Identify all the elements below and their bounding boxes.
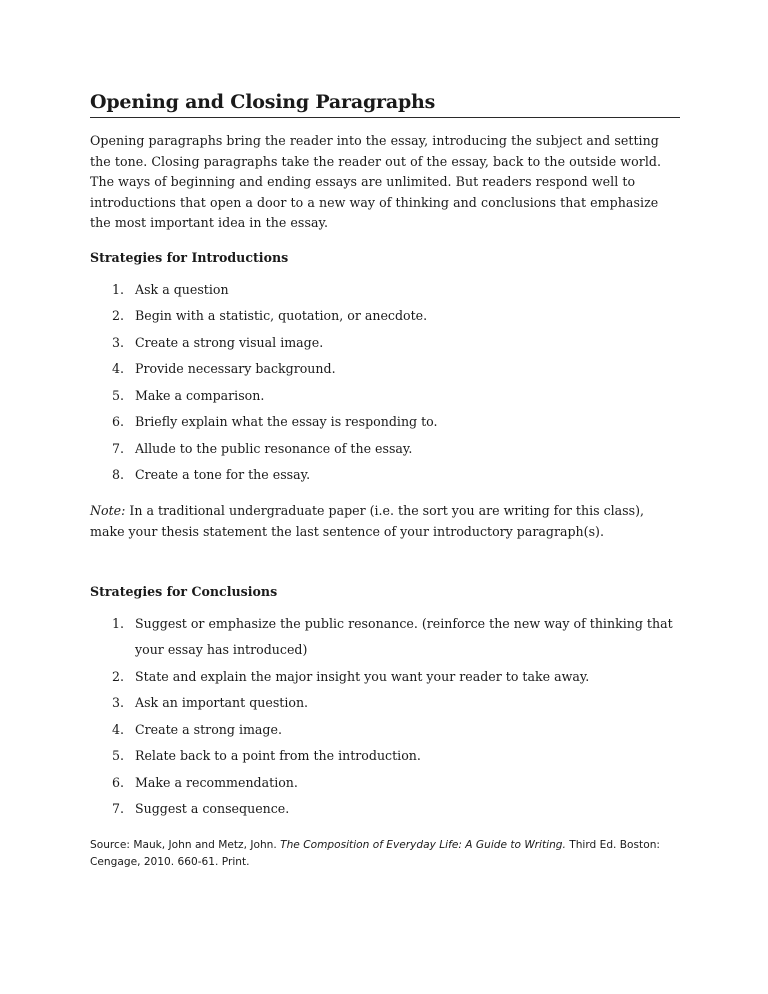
list-number: 6.: [112, 774, 125, 790]
list-item-text: State and explain the major insight you want your reader to take away.: [135, 668, 590, 684]
list-item: [90, 611, 680, 664]
source-citation: [90, 837, 680, 871]
list-number: 1.: [112, 615, 125, 631]
list-item-text: Briefly explain what the essay is responding to.: [135, 414, 438, 429]
source-book-title: The Composition of Everyday Life: A Guide to Writing.: [280, 838, 566, 851]
list-number: 3.: [112, 695, 125, 710]
list-item: [90, 462, 680, 489]
list-item-text: Relate back to a point from the introduction.: [135, 748, 421, 763]
list-item: [90, 303, 680, 330]
introductions-heading: Strategies for Introductions: [90, 249, 289, 265]
note-label: Note:: [90, 502, 126, 518]
list-number: 7.: [112, 801, 125, 816]
list-item: [90, 383, 680, 410]
source-prefix: Source: Mauk, John and Metz, John.: [90, 838, 281, 851]
list-item-text: Begin with a statistic, quotation, or anecdote.: [135, 308, 428, 323]
list-item: [90, 664, 680, 691]
list-item-text: Make a recommendation.: [135, 774, 298, 790]
page-title: Opening and Closing Paragraphs: [90, 88, 680, 118]
list-number: 3.: [112, 334, 125, 350]
list-item-text: Create a strong image.: [135, 721, 282, 737]
list-item: [90, 796, 680, 823]
conclusions-heading: Strategies for Conclusions: [90, 583, 278, 599]
list-item-text: Suggest or emphasize the public resonance. (reinforce the new way of thinking that your essay has introduced): [135, 615, 673, 657]
list-item: [90, 330, 680, 357]
intro-paragraph: Opening paragraphs bring the reader into the essay, introducing the subject and setting the tone. Closing paragraphs take the reader out of the essay, back to the outside world. The ways of beginning and ending essays are unlimited. But readers respond well to introductions that open a door to a new way of thinking and conclusions that emphasize the most important idea in the essay.: [90, 133, 662, 230]
list-number: 2.: [112, 668, 125, 684]
list-number: 6.: [112, 414, 125, 429]
list-item: [90, 409, 680, 436]
list-item: [90, 277, 680, 304]
list-item-text: Create a tone for the essay.: [135, 467, 311, 482]
list-item-text: Provide necessary background.: [135, 361, 336, 376]
list-item-text: Make a comparison.: [135, 387, 265, 403]
list-number: 4.: [112, 721, 125, 737]
list-number: 7.: [112, 440, 125, 456]
list-item: [90, 743, 680, 770]
list-item: [90, 436, 680, 463]
list-item-text: Suggest a consequence.: [135, 801, 290, 816]
note-text: In a traditional undergraduate paper (i.e. the sort you are writing for this class), make your thesis statement the last sentence of your introductory paragraph(s).: [90, 502, 645, 539]
list-number: 2.: [112, 308, 125, 323]
list-item-text: Ask an important question.: [135, 695, 309, 710]
list-item-text: Create a strong visual image.: [135, 334, 324, 350]
list-item-text: Ask a question: [135, 281, 229, 297]
list-number: 8.: [112, 467, 125, 482]
source-suffix: Third Ed. Boston: Cengage, 2010. 660-61. Print.: [90, 838, 660, 868]
list-number: 5.: [112, 387, 125, 403]
introductions-list: [90, 277, 680, 489]
list-item: [90, 770, 680, 797]
conclusions-list: [90, 611, 680, 823]
list-item: [90, 356, 680, 383]
list-number: 5.: [112, 748, 125, 763]
document-page: [90, 88, 680, 871]
list-item: [90, 690, 680, 717]
list-number: 4.: [112, 361, 125, 376]
list-item: [90, 717, 680, 744]
list-number: 1.: [112, 281, 125, 297]
list-item-text: Allude to the public resonance of the essay.: [135, 440, 413, 456]
note-paragraph: [90, 500, 680, 542]
